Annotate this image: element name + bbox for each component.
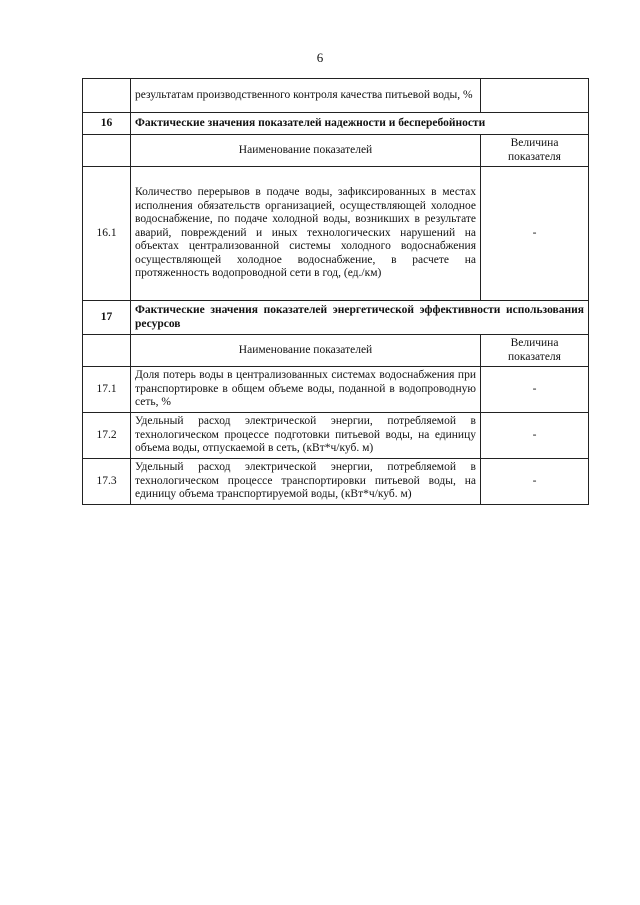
header-value: Величина показателя (481, 135, 589, 167)
table-row-16-1 (83, 167, 589, 301)
row-description: Удельный расход электрической энергии, потребляемой в технологическом процессе подготовки питьевой воды, на единицу объема воды, отпускаемой в сеть, (кВт*ч/куб. м) (131, 413, 481, 459)
row-description: Количество перерывов в подаче воды, зафиксированных в местах исполнения обязательств организацией, осуществляющей холодное водоснабжение, по подаче холодной воды, возникших в результате аварий, повреждений и иных технологических нарушений на объектах централизованной системы холодного водоснабжения осуществляющей холодное водоснабжение, в расчете на протяженность водопроводной сети в год, (ед./км) (131, 167, 481, 301)
section-row-16 (83, 113, 589, 135)
header-name: Наименование показателей (131, 135, 481, 167)
row-value (481, 79, 589, 113)
row-value: - (481, 459, 589, 505)
header-blank-cell (83, 135, 131, 167)
header-value: Величина показателя (481, 335, 589, 367)
row-description: результатам производственного контроля качества питьевой воды, % (131, 79, 481, 113)
indicators-table (82, 78, 589, 505)
row-number: 17.2 (83, 413, 131, 459)
page-number: 6 (316, 50, 324, 65)
row-value: - (481, 413, 589, 459)
section-row-17 (83, 301, 589, 335)
header-row-16 (83, 135, 589, 167)
header-name: Наименование показателей (131, 335, 481, 367)
header-blank-cell (83, 335, 131, 367)
row-number (83, 79, 131, 113)
section-number: 17 (83, 301, 131, 335)
table-row-intro (83, 79, 589, 113)
header-row-17 (83, 335, 589, 367)
row-number: 17.1 (83, 367, 131, 413)
table-row-17-1 (83, 367, 589, 413)
row-description: Доля потерь воды в централизованных системах водоснабжения при транспортировке в общем объеме воды, поданной в водопроводную сеть, % (131, 367, 481, 413)
row-description: Удельный расход электрической энергии, потребляемой в технологическом процессе транспортировки питьевой воды, на единицу объема транспортируемой воды, (кВт*ч/куб. м) (131, 459, 481, 505)
row-number: 17.3 (83, 459, 131, 505)
section-number: 16 (83, 113, 131, 135)
section-title: Фактические значения показателей энергетической эффективности использования ресурсов (131, 301, 589, 335)
row-number: 16.1 (83, 167, 131, 301)
row-value: - (481, 367, 589, 413)
section-title: Фактические значения показателей надежности и бесперебойности (131, 113, 589, 135)
table-row-17-3 (83, 459, 589, 505)
table-row-17-2 (83, 413, 589, 459)
row-value: - (481, 167, 589, 301)
